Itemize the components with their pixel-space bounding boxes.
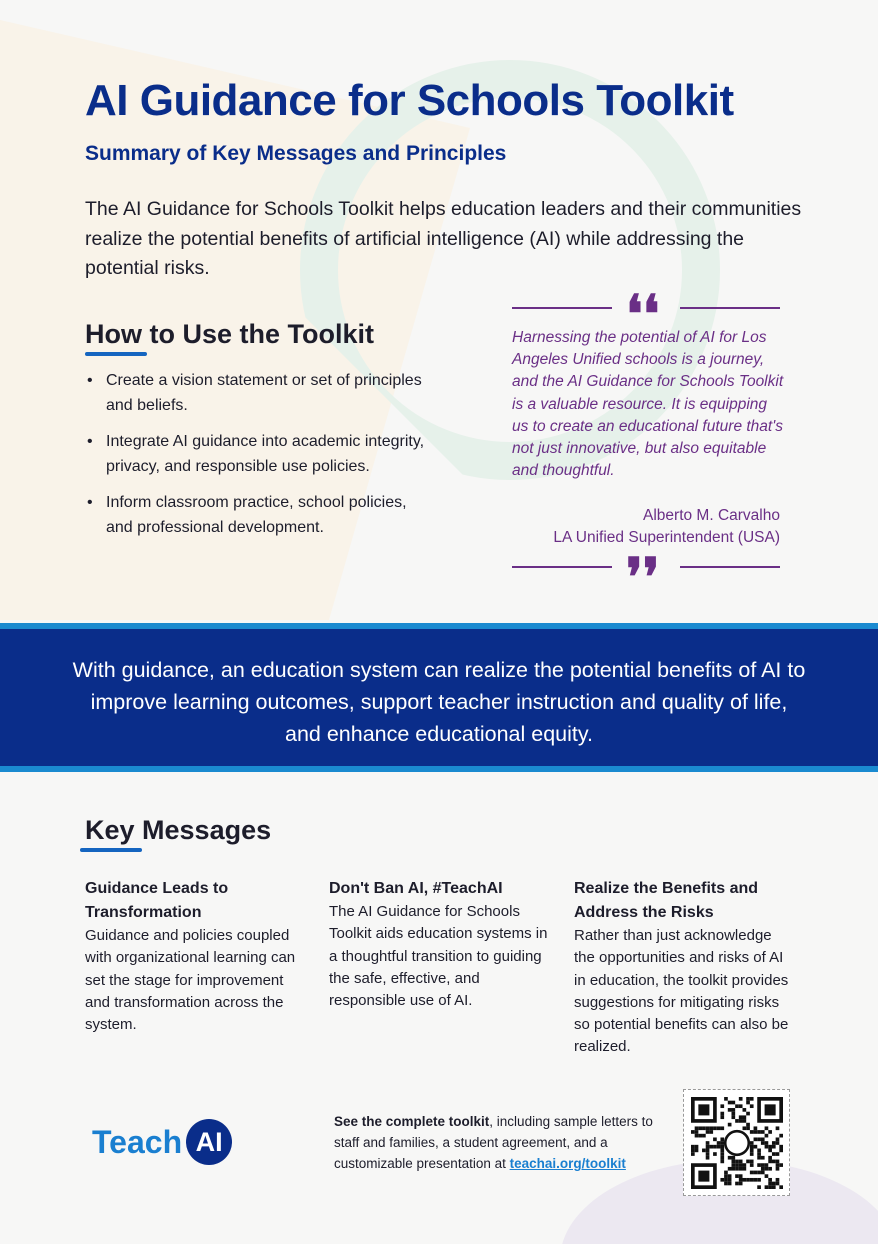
qr-module (706, 1156, 710, 1160)
qr-module (691, 1152, 695, 1156)
qr-module (750, 1141, 754, 1145)
qr-module (768, 1156, 772, 1160)
qr-module (776, 1152, 780, 1156)
qr-module (728, 1174, 732, 1178)
footer-body: , including sample letters to staff and families, a student agreement, and a customizable presentation at (334, 1114, 653, 1171)
qr-module (750, 1163, 754, 1167)
qr-module (720, 1152, 724, 1156)
page-subtitle: Summary of Key Messages and Principles (85, 142, 507, 165)
qr-module (720, 1145, 724, 1149)
qr-module (779, 1185, 783, 1189)
qr-module (691, 1149, 695, 1153)
qr-module (776, 1126, 780, 1130)
qr-module (739, 1104, 743, 1108)
qr-module (743, 1108, 747, 1112)
qr-module (735, 1119, 739, 1123)
qr-module (720, 1149, 724, 1153)
qr-module (757, 1156, 761, 1160)
qr-module (772, 1185, 776, 1189)
qr-module (761, 1141, 765, 1145)
qr-module (728, 1108, 732, 1112)
qr-module (728, 1101, 732, 1105)
qr-module (735, 1104, 739, 1108)
qr-module (739, 1178, 743, 1182)
close-quote-icon: ❜❜ (626, 547, 660, 608)
qr-module (754, 1171, 758, 1175)
qr-module (713, 1145, 717, 1149)
how-to-item: • Create a vision statement or set of principles and beliefs. (85, 368, 425, 418)
qr-module (746, 1097, 750, 1101)
qr-module (695, 1145, 699, 1149)
qr-module (750, 1171, 754, 1175)
qr-module (720, 1115, 724, 1119)
qr-module (735, 1163, 739, 1167)
how-to-list (85, 368, 425, 551)
qr-module (743, 1119, 747, 1123)
qr-module (743, 1178, 747, 1182)
qr-module (706, 1141, 710, 1145)
qr-module (761, 1137, 765, 1141)
qr-module (717, 1126, 721, 1130)
toolkit-link[interactable]: teachai.org/toolkit (509, 1156, 626, 1171)
qr-code-icon[interactable] (683, 1089, 790, 1196)
qr-module (706, 1126, 710, 1130)
qr-module (720, 1112, 724, 1116)
qr-module (743, 1126, 747, 1130)
qr-module (776, 1163, 780, 1167)
qr-module (754, 1137, 758, 1141)
key-message-body: The AI Guidance for Schools Toolkit aids education systems in a thoughtful transition to guiding the safe, effective, and responsible use of AI. (329, 903, 548, 1010)
qr-module (702, 1149, 706, 1153)
qr-module (706, 1130, 710, 1134)
qr-module (746, 1101, 750, 1105)
qr-module (724, 1182, 728, 1186)
qr-module (731, 1160, 735, 1164)
qr-code-graphic (691, 1097, 783, 1189)
qr-module (695, 1126, 699, 1130)
qr-module (706, 1149, 710, 1153)
qr-module (776, 1160, 780, 1164)
qr-module (761, 1156, 765, 1160)
qr-module (768, 1185, 772, 1189)
qr-module (765, 1104, 776, 1115)
key-message-3 (574, 877, 794, 1059)
footer-lead: See the complete toolkit (334, 1114, 490, 1129)
qr-module (739, 1115, 743, 1119)
quote-top-rule-left (512, 307, 612, 309)
qr-center-logo (725, 1131, 749, 1155)
qr-module (731, 1112, 735, 1116)
qr-module (757, 1130, 761, 1134)
quote-bottom-rule-right (680, 566, 780, 568)
qr-module (743, 1115, 747, 1119)
qr-module (746, 1126, 750, 1130)
how-to-heading: How to Use the Toolkit (85, 319, 374, 349)
qr-module (765, 1174, 769, 1178)
qr-module (743, 1163, 747, 1167)
qr-module (695, 1149, 699, 1153)
qr-module (750, 1145, 754, 1149)
key-message-title: Guidance Leads to Transformation (85, 880, 229, 921)
key-message-2 (329, 877, 549, 1012)
qr-module (713, 1152, 717, 1156)
qr-module (757, 1178, 761, 1182)
open-quote-icon: ❛❛ (626, 284, 660, 345)
qr-module (728, 1123, 732, 1127)
qr-module (713, 1126, 717, 1130)
qr-module (709, 1126, 713, 1130)
qr-module (720, 1104, 724, 1108)
qr-module (750, 1160, 754, 1164)
qr-module (750, 1097, 754, 1101)
banner-text: With guidance, an education system can realize the potential benefits of AI to improve learning outcomes, support teacher instruction and quality of life, and enhance educational equity. (72, 658, 806, 746)
qr-module (776, 1141, 780, 1145)
qr-module (768, 1167, 772, 1171)
qr-module (702, 1126, 706, 1130)
qr-module (739, 1119, 743, 1123)
qr-module (709, 1130, 713, 1134)
qr-module (720, 1137, 724, 1141)
qr-module (735, 1182, 739, 1186)
qr-module (717, 1141, 721, 1145)
qr-module (728, 1167, 732, 1171)
qr-module (706, 1152, 710, 1156)
qr-module (757, 1152, 761, 1156)
qr-module (720, 1156, 724, 1160)
qr-module (691, 1145, 695, 1149)
how-to-item: • Integrate AI guidance into academic integrity, privacy, and responsible use policies. (85, 429, 425, 479)
qr-module (739, 1163, 743, 1167)
qr-module (698, 1104, 709, 1115)
qr-module (735, 1174, 739, 1178)
qr-module (779, 1145, 783, 1149)
qr-module (750, 1152, 754, 1156)
key-message-body: Guidance and policies coupled with organizational learning can set the stage for improvement and transformation across the system. (85, 927, 296, 1034)
quote-author-name: Alberto M. Carvalho (643, 507, 780, 524)
qr-module (746, 1112, 750, 1116)
qr-module (757, 1171, 761, 1175)
footer-text (334, 1111, 674, 1174)
qr-module (698, 1134, 702, 1138)
qr-module (731, 1101, 735, 1105)
qr-module (768, 1145, 772, 1149)
qr-module (754, 1126, 758, 1130)
key-message-title: Realize the Benefits and Address the Risks (574, 880, 759, 921)
qr-module (776, 1137, 780, 1141)
qr-module (695, 1134, 699, 1138)
qr-module (735, 1160, 739, 1164)
qr-module (746, 1123, 750, 1127)
key-message-1 (85, 877, 303, 1036)
qr-module (695, 1130, 699, 1134)
quote-bottom-rule-left (512, 566, 612, 568)
qr-module (754, 1178, 758, 1182)
qr-module (739, 1182, 743, 1186)
qr-module (731, 1163, 735, 1167)
qr-module (731, 1115, 735, 1119)
qr-module (768, 1160, 772, 1164)
qr-module (768, 1178, 772, 1182)
qr-module (768, 1182, 772, 1186)
qr-module (757, 1137, 761, 1141)
qr-module (772, 1160, 776, 1164)
qr-module (776, 1167, 780, 1171)
qr-module (731, 1156, 735, 1160)
qr-module (754, 1145, 758, 1149)
qr-module (720, 1160, 724, 1164)
qr-module (709, 1145, 713, 1149)
qr-module (746, 1178, 750, 1182)
page-title: AI Guidance for Schools Toolkit (85, 76, 734, 125)
quote-author-role: LA Unified Superintendent (USA) (553, 529, 780, 546)
qr-module (728, 1156, 732, 1160)
qr-module (757, 1163, 761, 1167)
qr-module (739, 1160, 743, 1164)
logo-wordmark: Teach (92, 1123, 183, 1160)
qr-module (761, 1130, 765, 1134)
key-message-title: Don't Ban AI, #TeachAI (329, 880, 503, 897)
qr-module (702, 1134, 706, 1138)
qr-module (728, 1182, 732, 1186)
qr-module (768, 1149, 772, 1153)
qr-module (698, 1171, 709, 1182)
qr-module (757, 1185, 761, 1189)
qr-module (750, 1149, 754, 1153)
qr-module (768, 1130, 772, 1134)
how-underline-swoosh (85, 352, 147, 356)
qr-module (772, 1152, 776, 1156)
qr-module (750, 1130, 754, 1134)
quote-attribution (553, 505, 780, 549)
qr-module (779, 1134, 783, 1138)
qr-module (779, 1149, 783, 1153)
callout-banner (0, 623, 878, 772)
quote-text: Harnessing the potential of AI for Los Angeles Unified schools is a journey, and the AI Guidance for Schools Toolkit is a valuable resource. It is equipping us to create an educational future that's not just innovative, but also equitable and thoughtful. (512, 329, 784, 480)
qr-module (761, 1171, 765, 1175)
qr-module (720, 1126, 724, 1130)
qr-module (765, 1167, 769, 1171)
qr-module (720, 1141, 724, 1145)
qr-module (776, 1182, 780, 1186)
qr-module (765, 1163, 769, 1167)
qr-module (724, 1171, 728, 1175)
qr-module (739, 1097, 743, 1101)
qr-module (750, 1178, 754, 1182)
qr-module (698, 1126, 702, 1130)
qr-module (761, 1163, 765, 1167)
qr-module (746, 1160, 750, 1164)
qr-module (735, 1167, 739, 1171)
qr-module (776, 1178, 780, 1182)
qr-module (765, 1126, 769, 1130)
logo-ai-badge: AI (186, 1119, 232, 1165)
qr-module (765, 1145, 769, 1149)
qr-module (717, 1145, 721, 1149)
qr-module (724, 1174, 728, 1178)
teachai-logo (92, 1118, 232, 1166)
qr-module (765, 1134, 769, 1138)
qr-module (728, 1178, 732, 1182)
qr-module (765, 1141, 769, 1145)
qr-module (772, 1182, 776, 1186)
qr-module (772, 1141, 776, 1145)
qr-module (765, 1185, 769, 1189)
how-to-item: • Inform classroom practice, school policies, and professional development. (85, 490, 425, 540)
key-messages-heading: Key Messages (85, 815, 272, 845)
qr-module (713, 1137, 717, 1141)
qr-module (720, 1178, 724, 1182)
qr-module (739, 1174, 743, 1178)
qr-module (739, 1167, 743, 1171)
key-message-body: Rather than just acknowledge the opportunities and risks of AI in education, the toolkit provides suggestions for mitigating risks so potential benefits can also be realized. (574, 927, 789, 1056)
qr-module (750, 1104, 754, 1108)
quote-top-rule-right (680, 307, 780, 309)
qr-module (691, 1130, 695, 1134)
qr-module (743, 1167, 747, 1171)
key-underline-swoosh (80, 848, 142, 852)
intro-paragraph: The AI Guidance for Schools Toolkit helps education leaders and their communities realize the potential benefits of artificial intelligence (AI) while addressing the potential risks. (85, 198, 802, 279)
qr-module (772, 1145, 776, 1149)
qr-module (757, 1149, 761, 1153)
qr-module (754, 1130, 758, 1134)
qr-module (724, 1097, 728, 1101)
qr-module (706, 1145, 710, 1149)
qr-module (761, 1167, 765, 1171)
qr-module (779, 1163, 783, 1167)
qr-module (731, 1167, 735, 1171)
qr-module (724, 1178, 728, 1182)
qr-module (731, 1108, 735, 1112)
